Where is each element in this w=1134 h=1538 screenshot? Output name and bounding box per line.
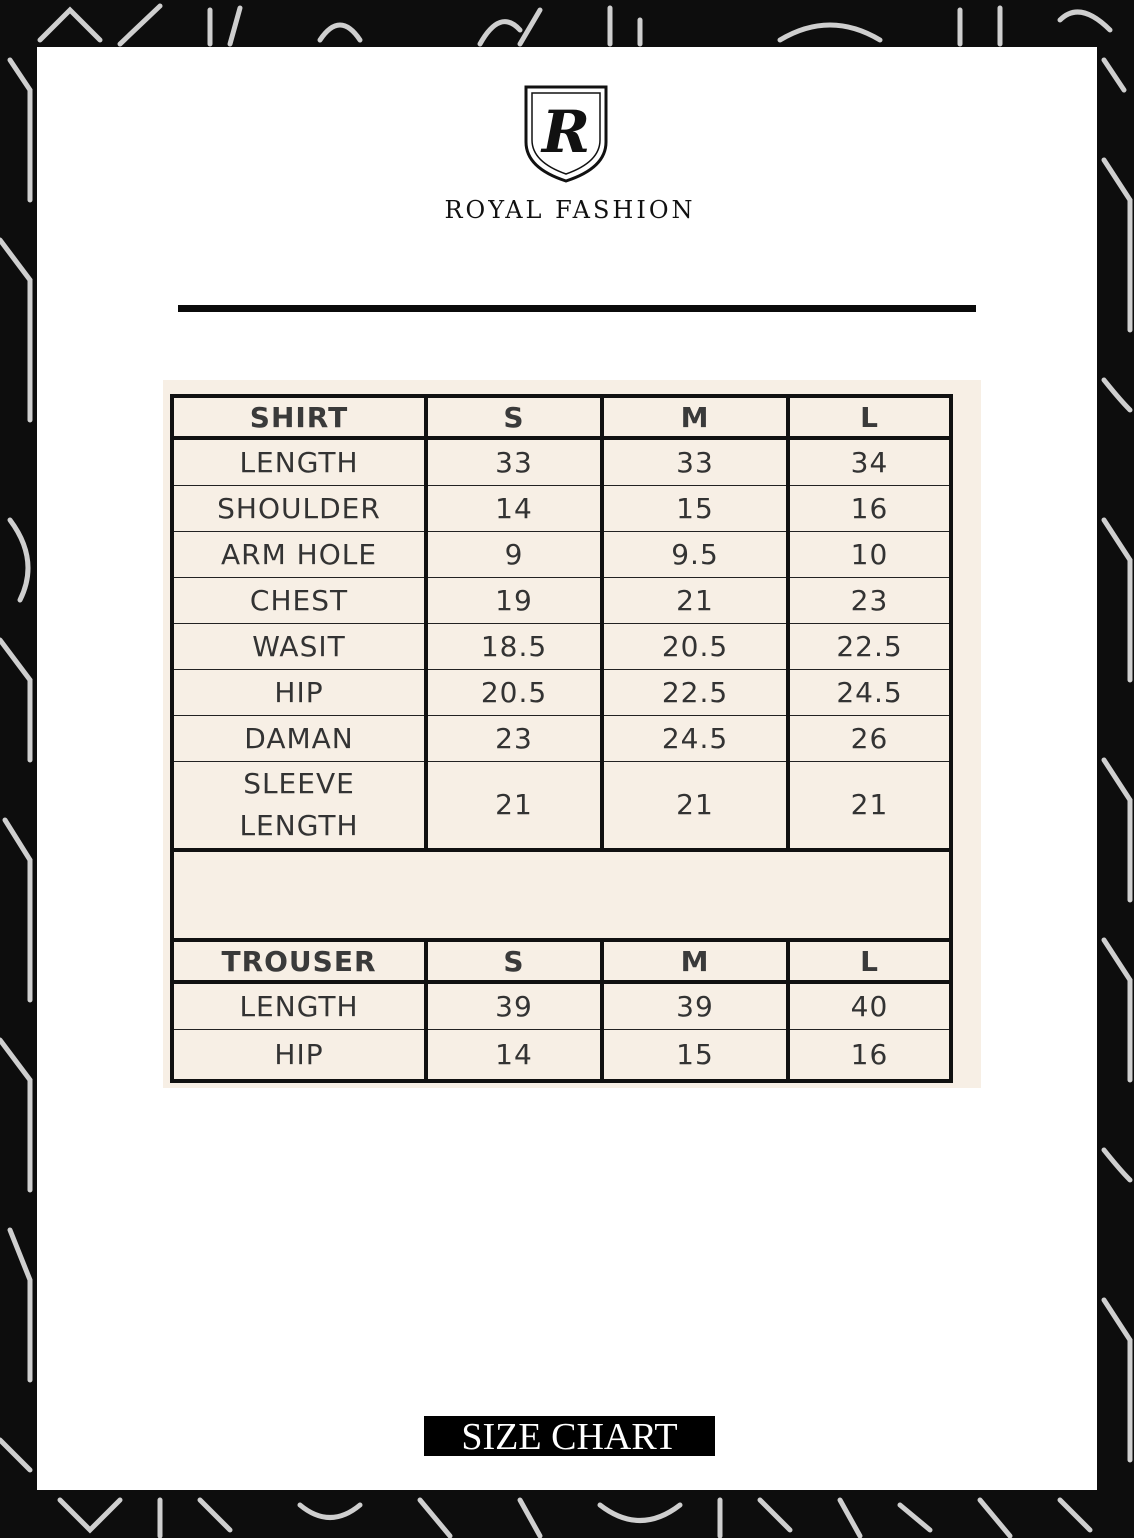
size-m-heading: M xyxy=(602,396,788,438)
measure-m: 39 xyxy=(602,982,788,1030)
measure-s: 14 xyxy=(426,1030,602,1082)
shirt-heading: SHIRT xyxy=(172,396,426,438)
measure-label: SHOULDER xyxy=(172,486,426,532)
measure-l: 16 xyxy=(788,1030,951,1082)
measure-l: 10 xyxy=(788,532,951,578)
table-row xyxy=(172,624,951,670)
spacer-row xyxy=(172,850,951,940)
size-s-heading: S xyxy=(426,396,602,438)
measure-m: 21 xyxy=(602,762,788,851)
measure-m: 21 xyxy=(602,578,788,624)
measure-s: 9 xyxy=(426,532,602,578)
sleeve-length-row xyxy=(172,762,951,851)
size-s-heading: S xyxy=(426,940,602,982)
royal-fashion-crest-logo xyxy=(523,84,609,184)
measure-l: 24.5 xyxy=(788,670,951,716)
measure-s: 19 xyxy=(426,578,602,624)
measure-label: CHEST xyxy=(172,578,426,624)
sleeve-label-line1: SLEEVE xyxy=(243,767,355,800)
spacer-cell xyxy=(172,850,951,940)
measure-l: 23 xyxy=(788,578,951,624)
measure-label: LENGTH xyxy=(172,982,426,1030)
measure-l: 40 xyxy=(788,982,951,1030)
measure-s: 21 xyxy=(426,762,602,851)
table-row xyxy=(172,486,951,532)
measure-label: DAMAN xyxy=(172,716,426,762)
trouser-header-row xyxy=(172,940,951,982)
table-row xyxy=(172,716,951,762)
measure-s: 23 xyxy=(426,716,602,762)
measure-l: 26 xyxy=(788,716,951,762)
table-row xyxy=(172,1030,951,1082)
measure-s: 39 xyxy=(426,982,602,1030)
measure-l: 34 xyxy=(788,438,951,486)
table-row xyxy=(172,982,951,1030)
measure-m: 33 xyxy=(602,438,788,486)
table-row xyxy=(172,438,951,486)
measure-m: 20.5 xyxy=(602,624,788,670)
measure-label: LENGTH xyxy=(172,438,426,486)
size-l-heading: L xyxy=(788,396,951,438)
table-row xyxy=(172,578,951,624)
measure-m: 24.5 xyxy=(602,716,788,762)
measure-s: 14 xyxy=(426,486,602,532)
measure-l: 21 xyxy=(788,762,951,851)
size-chart-label: SIZE CHART xyxy=(424,1416,715,1456)
size-m-heading: M xyxy=(602,940,788,982)
measure-l: 16 xyxy=(788,486,951,532)
divider-rule xyxy=(178,305,976,312)
measure-label: WASIT xyxy=(172,624,426,670)
measure-m: 9.5 xyxy=(602,532,788,578)
measure-l: 22.5 xyxy=(788,624,951,670)
measure-label: HIP xyxy=(172,1030,426,1082)
table-row xyxy=(172,532,951,578)
table-row xyxy=(172,670,951,716)
sleeve-label-line2: LENGTH xyxy=(239,809,359,842)
measure-label: HIP xyxy=(172,670,426,716)
size-l-heading: L xyxy=(788,940,951,982)
measure-m: 22.5 xyxy=(602,670,788,716)
measure-m: 15 xyxy=(602,486,788,532)
shirt-header-row xyxy=(172,396,951,438)
measure-label xyxy=(172,762,426,851)
trouser-heading: TROUSER xyxy=(172,940,426,982)
measure-s: 33 xyxy=(426,438,602,486)
size-table xyxy=(170,394,953,1083)
measure-s: 20.5 xyxy=(426,670,602,716)
svg-text:R: R xyxy=(541,98,591,166)
measure-label: ARM HOLE xyxy=(172,532,426,578)
measure-s: 18.5 xyxy=(426,624,602,670)
measure-m: 15 xyxy=(602,1030,788,1082)
brand-name: ROYAL FASHION xyxy=(444,196,696,224)
